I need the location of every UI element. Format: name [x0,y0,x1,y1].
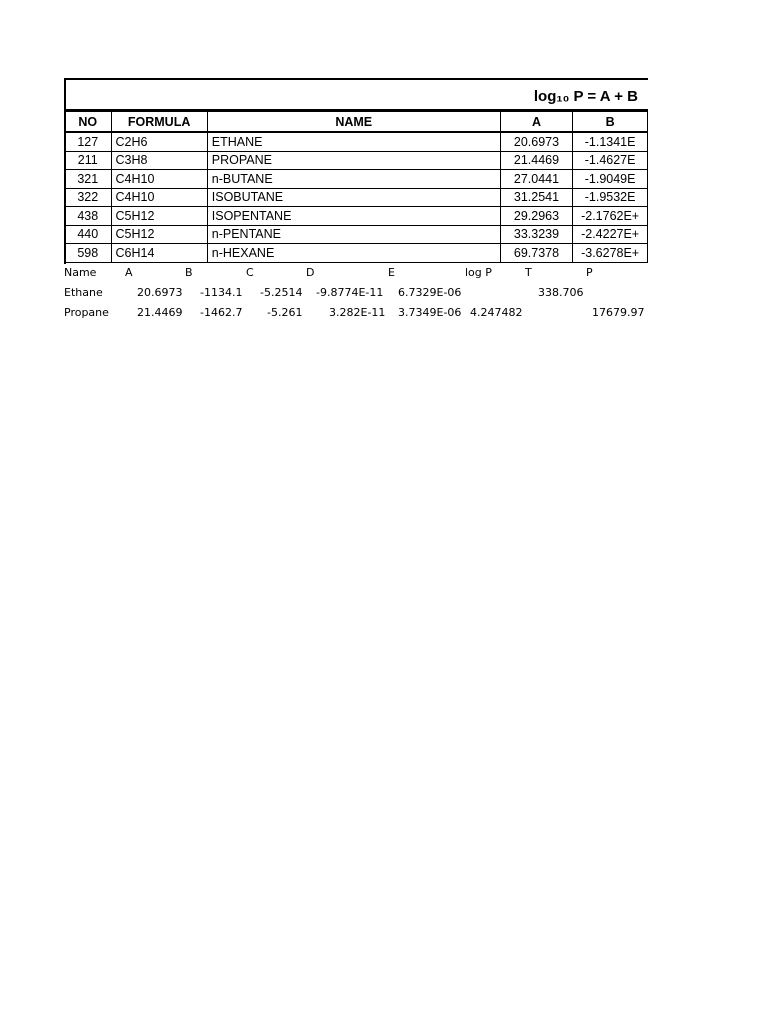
cell-formula: C3H8 [111,151,207,170]
sheet-cell-d[interactable]: -9.8774E-11 [316,286,384,299]
sheet-header-e[interactable]: E [388,266,395,279]
table-row [65,188,648,207]
sheet-cell-e[interactable]: 6.7329E-06 [398,286,462,299]
header-a: A [500,112,572,133]
cell-no: 127 [65,132,112,151]
sheet-header-row [0,263,768,283]
cell-no: 598 [65,244,112,263]
cell-b: -2.1762E+ [573,207,648,226]
cell-no: 321 [65,170,112,189]
cell-name: n-HEXANE [207,244,500,263]
sheet-header-d[interactable]: D [306,266,315,279]
sheet-header-a[interactable]: A [125,266,133,279]
header-b: B [573,112,648,133]
cell-a: 20.6973 [500,132,572,151]
cell-name: PROPANE [207,151,500,170]
table-row [65,225,648,244]
cell-name: ISOPENTANE [207,207,500,226]
equation-text: log₁₀ P = A + B [533,88,638,105]
table-row [65,207,648,226]
sheet-cell-a[interactable]: 21.4469 [137,306,183,319]
cell-formula: C5H12 [111,207,207,226]
cell-a: 69.7378 [500,244,572,263]
sheet-row [0,303,768,323]
header-name: NAME [207,112,500,133]
sheet-header-logp[interactable]: log P [465,266,492,279]
sheet-header-name[interactable]: Name [64,266,97,279]
cell-a: 29.2963 [500,207,572,226]
equation-header [534,88,638,105]
cell-no: 322 [65,188,112,207]
cell-no: 438 [65,207,112,226]
scanned-table-header-row [65,112,648,133]
sheet-cell-name[interactable]: Propane [64,306,109,319]
sheet-cell-d[interactable]: 3.282E-11 [329,306,386,319]
cell-b: -3.6278E+ [573,244,648,263]
sheet-header-p[interactable]: P [586,266,593,279]
cell-b: -1.9049E [573,170,648,189]
table-row [65,170,648,189]
header-no: NO [65,112,112,133]
spreadsheet-data [0,263,768,323]
sheet-cell-a[interactable]: 20.6973 [137,286,183,299]
sheet-cell-b[interactable]: -1134.1 [200,286,243,299]
cell-formula: C4H10 [111,170,207,189]
cell-formula: C6H14 [111,244,207,263]
sheet-header-c[interactable]: C [246,266,254,279]
cell-name: ISOBUTANE [207,188,500,207]
sheet-cell-c[interactable]: -5.261 [267,306,303,319]
cell-a: 33.3239 [500,225,572,244]
table-row [65,244,648,263]
cell-name: n-BUTANE [207,170,500,189]
sheet-cell-c[interactable]: -5.2514 [260,286,303,299]
cell-no: 440 [65,225,112,244]
sheet-header-t[interactable]: T [525,266,532,279]
cell-formula: C5H12 [111,225,207,244]
scanned-table [64,111,648,263]
cell-formula: C4H10 [111,188,207,207]
sheet-cell-p[interactable]: 17679.97 [592,306,645,319]
cell-name: n-PENTANE [207,225,500,244]
table-row [65,132,648,151]
sheet-cell-name[interactable]: Ethane [64,286,103,299]
cell-b: -1.9532E [573,188,648,207]
sheet-cell-t[interactable]: 338.706 [538,286,584,299]
table-row [65,151,648,170]
scanned-table-image [64,78,648,264]
sheet-header-b[interactable]: B [185,266,193,279]
header-formula: FORMULA [111,112,207,133]
cell-b: -2.4227E+ [573,225,648,244]
sheet-cell-b[interactable]: -1462.7 [200,306,243,319]
sheet-cell-logp[interactable]: 4.247482 [470,306,523,319]
sheet-cell-e[interactable]: 3.7349E-06 [398,306,462,319]
cell-formula: C2H6 [111,132,207,151]
sheet-row [0,283,768,303]
cell-a: 21.4469 [500,151,572,170]
cell-a: 27.0441 [500,170,572,189]
cell-name: ETHANE [207,132,500,151]
cell-b: -1.1341E [573,132,648,151]
cell-a: 31.2541 [500,188,572,207]
cell-b: -1.4627E [573,151,648,170]
cell-no: 211 [65,151,112,170]
